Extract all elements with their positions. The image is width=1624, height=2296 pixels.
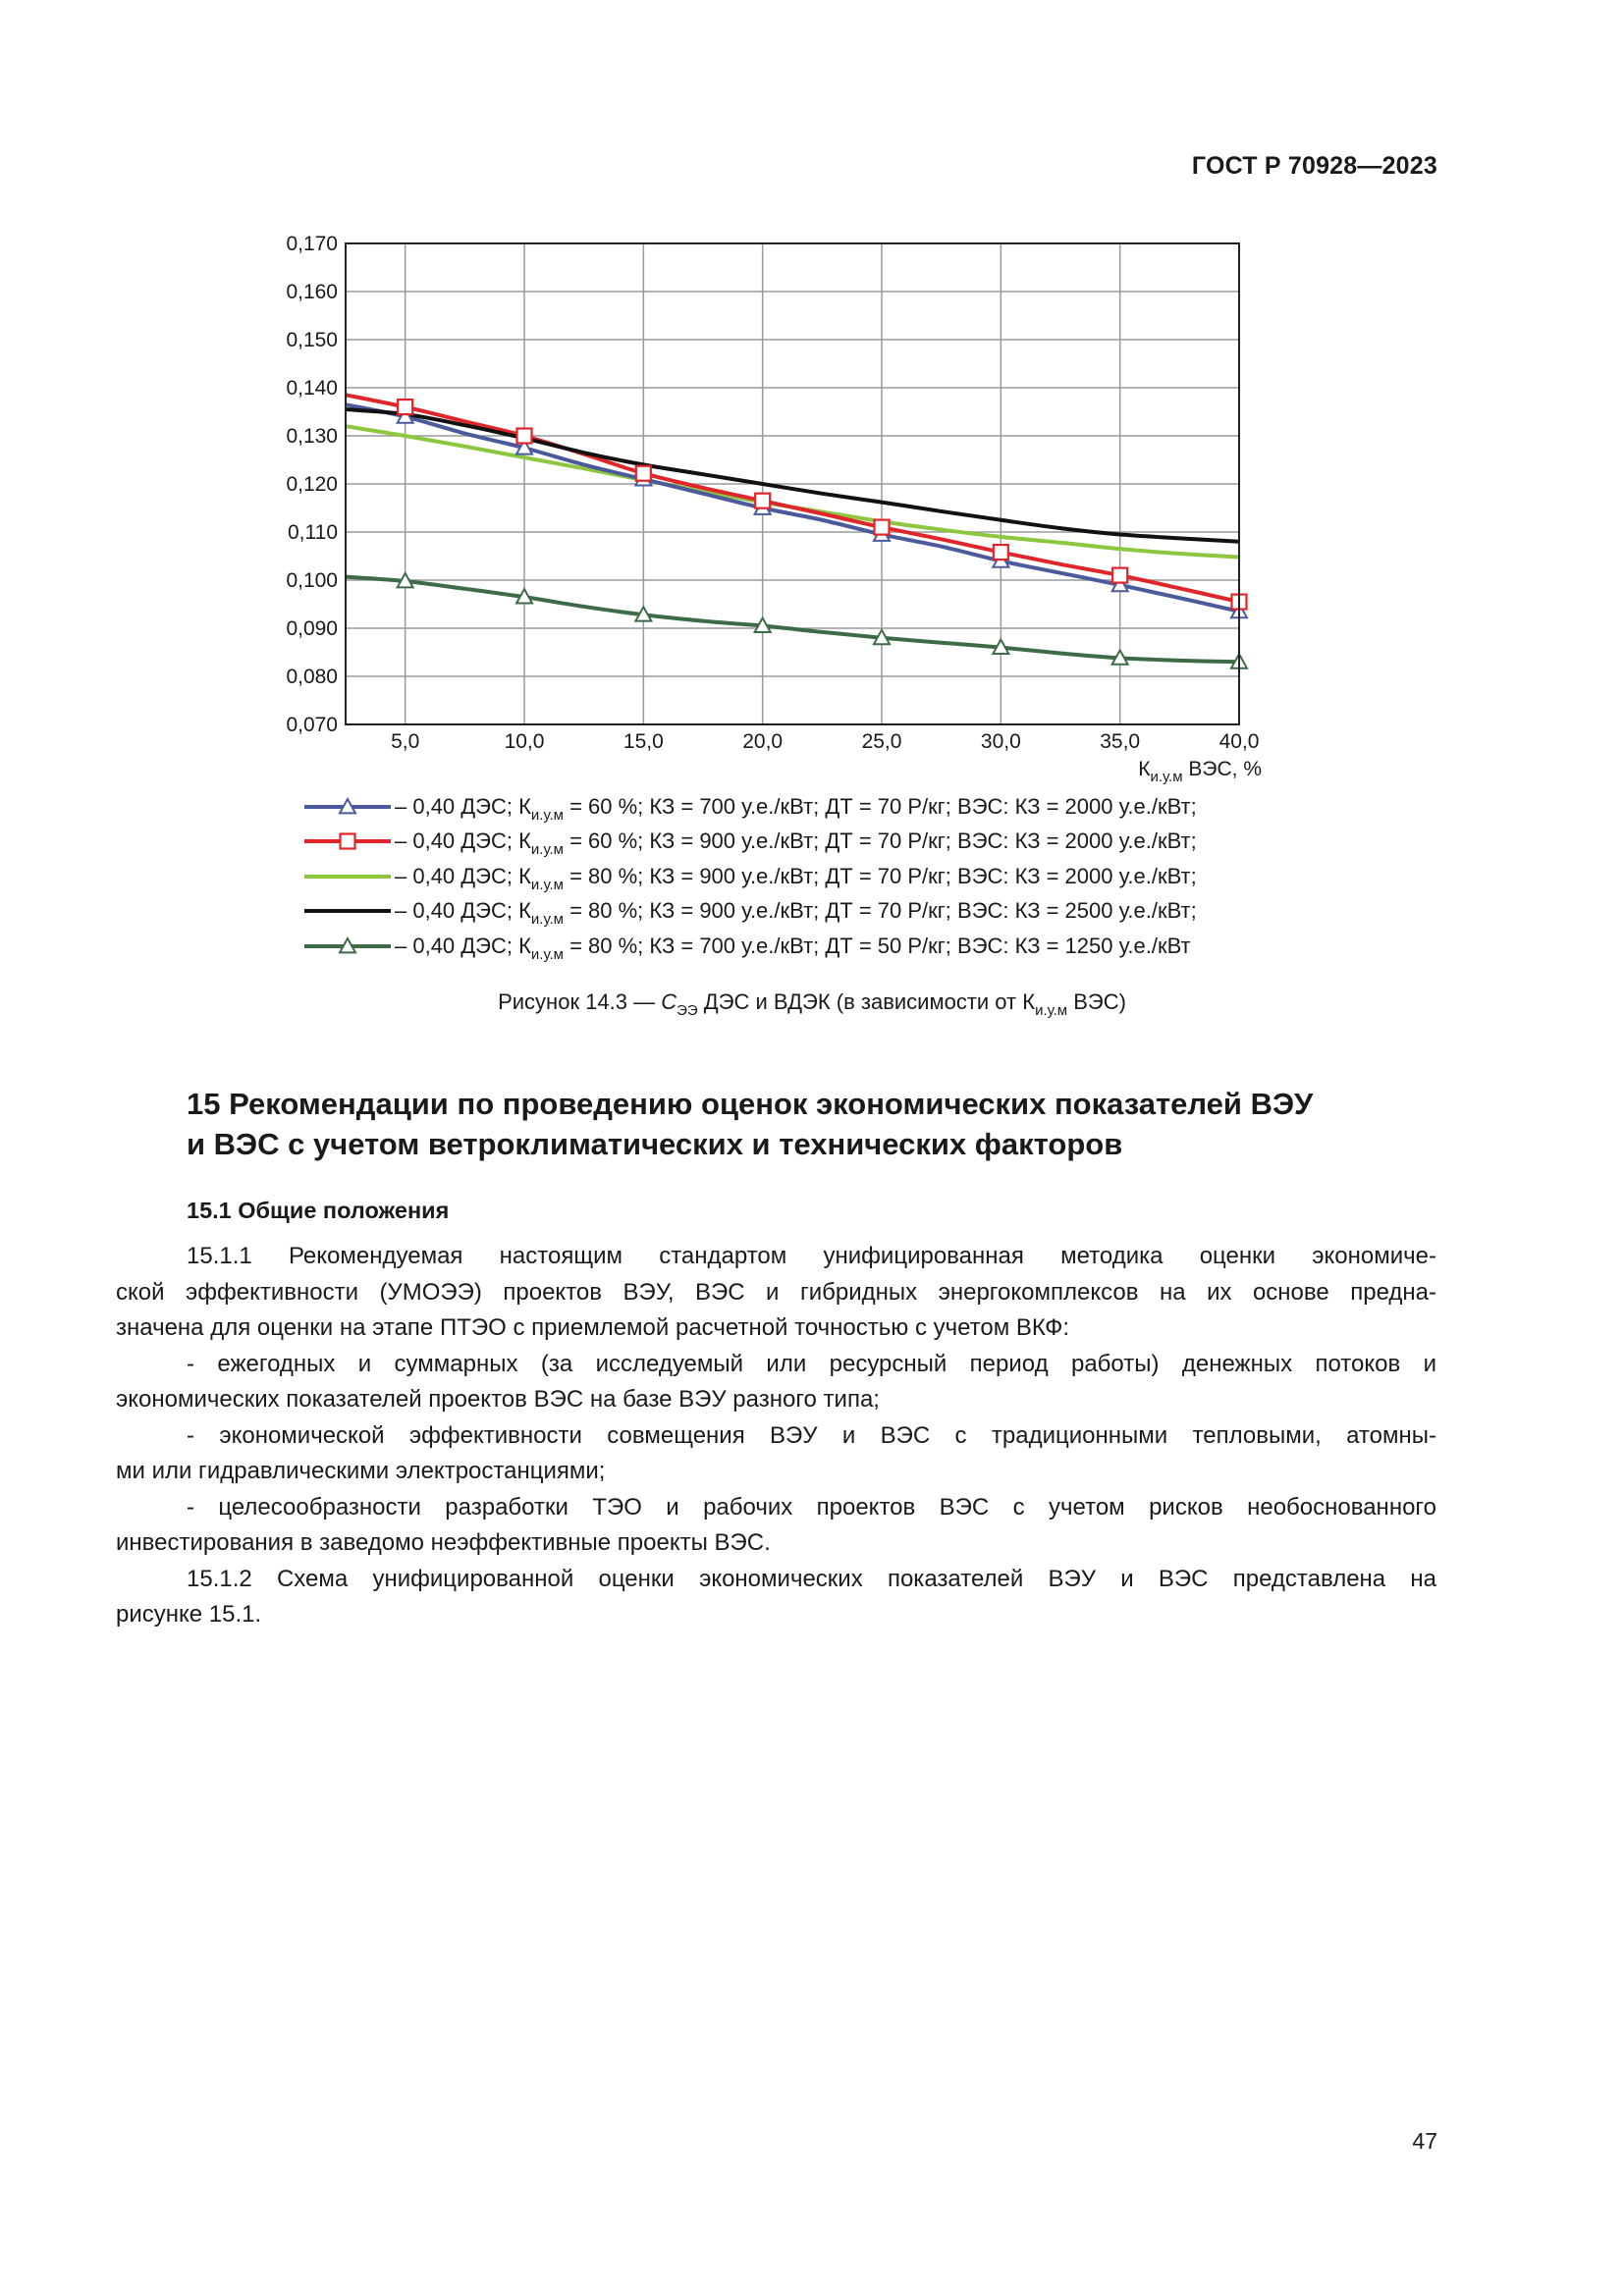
chart-legend xyxy=(302,789,1314,964)
legend-swatch xyxy=(302,795,393,819)
chart-tick-labels xyxy=(286,233,1259,753)
series-line-1 xyxy=(346,395,1239,602)
x-tick-label: 35,0 xyxy=(1100,730,1141,753)
series-1-marker xyxy=(1112,568,1127,583)
legend-swatch xyxy=(302,865,393,888)
series-line-2 xyxy=(346,426,1239,557)
y-tick-label: 0,090 xyxy=(286,617,338,640)
legend-label: – 0,40 ДЭС; $К_{и.у.м} = 80$ %; КЗ = 900 у.е./кВт; ДТ = 70 Р/кг; ВЭС: КЗ = 2000 у.е./кВт; xyxy=(395,863,1197,893)
series-1-marker xyxy=(994,545,1008,560)
series-1-marker xyxy=(755,494,770,508)
chart-series xyxy=(346,395,1239,662)
legend-entry-2 xyxy=(302,859,1314,894)
legend-marker xyxy=(341,834,355,849)
subsection-heading: 15.1 Общие положения xyxy=(187,1198,450,1223)
y-tick-label: 0,070 xyxy=(286,714,338,736)
paragraph-15-1-2-line2: рисунке 15.1. xyxy=(116,1601,262,1628)
legend-swatch xyxy=(302,899,393,923)
legend-label: – 0,40 ДЭС; $К_{и.у.м} = 80$ %; КЗ = 700 у.е./кВт; ДТ = 50 Р/кг; ВЭС: КЗ = 1250 у.е./кВт xyxy=(395,933,1191,963)
x-tick-label: 10,0 xyxy=(504,730,545,753)
chart-grid xyxy=(346,243,1239,724)
x-tick-label: 20,0 xyxy=(742,730,784,753)
bullet-2-line2: ми или гидравлическими электростанциями; xyxy=(116,1458,606,1484)
x-tick-label: 25,0 xyxy=(861,730,902,753)
series-1-marker xyxy=(875,520,890,535)
body-text xyxy=(116,1239,1436,1633)
legend-entry-4 xyxy=(302,929,1314,964)
document-standard-number: ГОСТ Р 70928—2023 xyxy=(1191,152,1437,180)
section-heading: 15 Рекомендации по проведению оценок экономических показателей ВЭУ и ВЭС с учетом ветроклиматических и технических факторов xyxy=(187,1087,1314,1161)
y-tick-label: 0,170 xyxy=(286,233,338,255)
x-tick-label: 15,0 xyxy=(623,730,664,753)
y-tick-label: 0,110 xyxy=(288,521,338,544)
y-tick-label: 0,120 xyxy=(286,473,338,496)
bullet-1-line2: экономических показателей проектов ВЭС на базе ВЭУ разного типа; xyxy=(116,1386,880,1413)
paragraph-15-1-1-line3: значена для оценки на этапе ПТЭО с приемлемой расчетной точностью с учетом ВКФ: xyxy=(116,1314,1069,1341)
y-tick-label: 0,160 xyxy=(286,281,338,303)
bullet-2-line1: - экономической эффективности совмещения ВЭУ и ВЭС с традиционными тепловыми, атомны- xyxy=(187,1421,1436,1449)
y-tick-label: 0,140 xyxy=(286,377,338,400)
series-1-marker xyxy=(517,429,532,444)
legend-swatch xyxy=(302,934,393,958)
x-tick-label: 30,0 xyxy=(980,730,1021,753)
series-1-marker xyxy=(398,400,412,414)
legend-swatch xyxy=(302,829,393,853)
y-tick-label: 0,100 xyxy=(286,569,338,592)
legend-label: – 0,40 ДЭС; $К_{и.у.м} = 60$ %; КЗ = 700 у.е./кВт; ДТ = 70 Р/кг; ВЭС: КЗ = 2000 у.е./кВт; xyxy=(395,793,1197,824)
legend-label: – 0,40 ДЭС; $К_{и.у.м} = 80$ %; КЗ = 900 у.е./кВт; ДТ = 70 Р/кг; ВЭС: КЗ = 2500 у.е./кВт; xyxy=(395,898,1197,929)
bullet-3-line2: инвестирования в заведомо неэффективные проекты ВЭС. xyxy=(116,1529,771,1556)
paragraph-15-1-2-line1: 15.1.2 Схема унифицированной оценки экономических показателей ВЭУ и ВЭС представлена на xyxy=(187,1565,1436,1592)
legend-entry-1 xyxy=(302,825,1314,860)
paragraph-15-1-1-line2: ской эффективности (УМОЭЭ) проектов ВЭУ, ВЭС и гибридных энергокомплексов на их основе предна- xyxy=(116,1278,1436,1306)
y-tick-label: 0,150 xyxy=(286,329,338,351)
legend-entry-3 xyxy=(302,894,1314,930)
bullet-1-line1: - ежегодных и суммарных (за исследуемый или ресурсный период работы) денежных потоков и xyxy=(187,1350,1436,1377)
paragraph-15-1-1-line1: 15.1.1 Рекомендуемая настоящим стандартом унифицированная методика оценки экономиче- xyxy=(187,1243,1436,1269)
series-line-3 xyxy=(346,409,1239,542)
x-tick-label: 40,0 xyxy=(1218,730,1260,753)
x-axis-label: $К_{и.у.м}$ ВЭС, % xyxy=(1138,758,1262,785)
series-line-4 xyxy=(346,577,1239,663)
legend-label: – 0,40 ДЭС; $К_{и.у.м} = 60$ %; КЗ = 900 у.е./кВт; ДТ = 70 Р/кг; ВЭС: КЗ = 2000 у.е./кВт; xyxy=(395,828,1197,859)
series-1-marker xyxy=(636,466,651,481)
figure-caption: Рисунок 14.3 — $С_{ЭЭ}$ ДЭС и ВДЭК (в зависимости от $К_{и.у.м}$ ВЭС) xyxy=(498,989,1126,1019)
bullet-3-line1: - целесообразности разработки ТЭО и рабочих проектов ВЭС с учетом рисков необоснованного xyxy=(187,1493,1436,1521)
x-tick-label: 5,0 xyxy=(391,730,420,753)
y-tick-label: 0,130 xyxy=(286,425,338,448)
legend-entry-0 xyxy=(302,789,1314,825)
y-tick-label: 0,080 xyxy=(286,666,338,688)
page-number: 47 xyxy=(1412,2128,1437,2154)
